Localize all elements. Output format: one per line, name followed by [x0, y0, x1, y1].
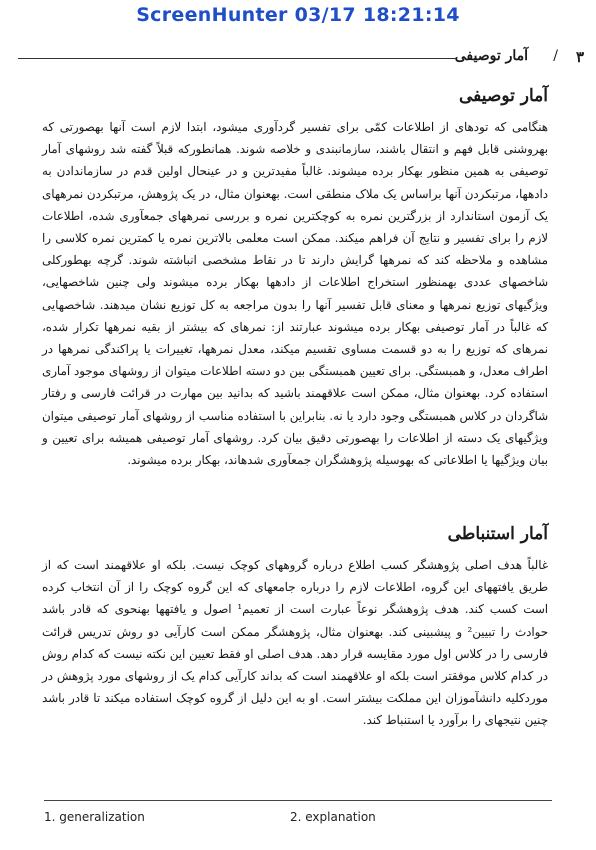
running-header — [18, 48, 584, 68]
footnote-rule — [44, 800, 552, 801]
section-body-inferential: غالباً هدف اصلی پژوهشگر کسب اطلاع درباره گروههای کوچک نیست. بلکه او علاقهمند است که از طریق یافتههای این گروه، اطلاعات لازم را درباره جامعهای که این گروه کوچک را از آن انتخاب کرده است کسب کند. هدف پژوهشگر نوعاً عبارت است از تعمیم¹ اصول و یافتهها بهنحوی که قادر باشد حوادث را تبیین² و پیشبینی کند. بهعنوان مثال، پژوهشگر ممکن است کارآیی دو روش تدریس قرائت فارسی را در کلاس اول مورد مقایسه قرار دهد. هدف اصلی او فقط تعیین این نکته نیست که کدام روش در کدام کلاس موفقتر است بلکه او علاقهمند است که بداند کارآیی کدام یک از روشهای مورد پژوهش در موردکلیه دانشآموزان این مملکت بیشتر است. او به این دلیل از گروه کوچک استفاده میکند تا قادر باشد چنین نتیجهای را برآورد یا استنباط کند. — [42, 558, 548, 728]
footnote-2: 2. explanation — [290, 810, 376, 824]
running-title: آمار توصیفی — [454, 48, 528, 64]
section-heading-inferential: آمار استنباطی — [447, 524, 548, 544]
screenhunter-overlay: ScreenHunter 03/17 18:21:14 — [136, 4, 460, 26]
header-separator: / — [553, 48, 558, 64]
header-rule — [18, 58, 456, 59]
section-heading-descriptive: آمار توصیفی — [459, 86, 548, 106]
section-body-descriptive: هنگامی که تودهای از اطلاعات کمّی برای تفسیر گردآوری میشود، ابتدا لازم است آنها بهصورتی که بهروشنی قابل فهم و انتقال باشند، سازمانبندی و خلاصه شوند. همانطورکه قبلاً گفته شد روشهای آمار توصیفی به همین منظور بهکار برده میشوند. غالباً مفیدترین و در عینحال اولین قدم در سازماندادن به دادهها، مرتبکردن آنها براساس یک ملاک منطقی است. بهعنوان مثال، در یک پژوهش، مرتبکردن نمرههای یک آزمون استاندارد از بزرگترین نمره به کوچکترین نمره و بررسی نمرههای جمعآوری شده، اطلاعات لازم را برای تفسیر و نتایج آن فراهم میکند. ممکن است معلمی بالاترین نمره یا کمترین نمره کلاسی را مشاهده و ملاحظه کند که نمرهها گرایش دارند تا در نقاط مشخصی انباشته شوند. گرچه بهطورکلی شاخصهای عددی بهمنظور استخراج اطلاعات از دادهها بهکار برده میشوند ولی چنین شاخصهایی، ویژگیهای توزیع نمرهها و معنای قابل تفسیر آنها را بدون مراجعه به کل توزیع نشان میدهند. شاخصهایی که غالباً در آمار توصیفی بهکار برده میشوند عبارتند از: نمرهای که بیشتر از بقیه نمرهها تکرار شده، نمرهای که توزیع را به دو قسمت مساوی تقسیم میکند، معدل نمرهها، تغییرات یا پراکندگی نمرهها در اطراف معدل، و همبستگی. برای تعیین همبستگی بین دو دسته اطلاعات میتوان از روشهای موجود آماری استفاده کرد. بهعنوان مثال، ممکن است علاقهمند باشید که بدانید بین مهارت در قرائت فارسی و رفتار شاگردان در کلاس همبستگی وجود دارد یا نه. بنابراین با استفاده مناسب از روشهای آمار توصیفی میتوان ویژگیهای یک دسته از اطلاعات را بهصورتی دقیق بیان کرد. روشهای آمار توصیفی همیشه برای تعیین و بیان ویژگیها یا اطلاعاتی که بهوسیله پژوهشگران جمعآوری شدهاند، بهکار برده میشوند. — [42, 120, 548, 468]
page-number: ۳ — [575, 48, 584, 66]
footnote-1: 1. generalization — [44, 810, 145, 824]
